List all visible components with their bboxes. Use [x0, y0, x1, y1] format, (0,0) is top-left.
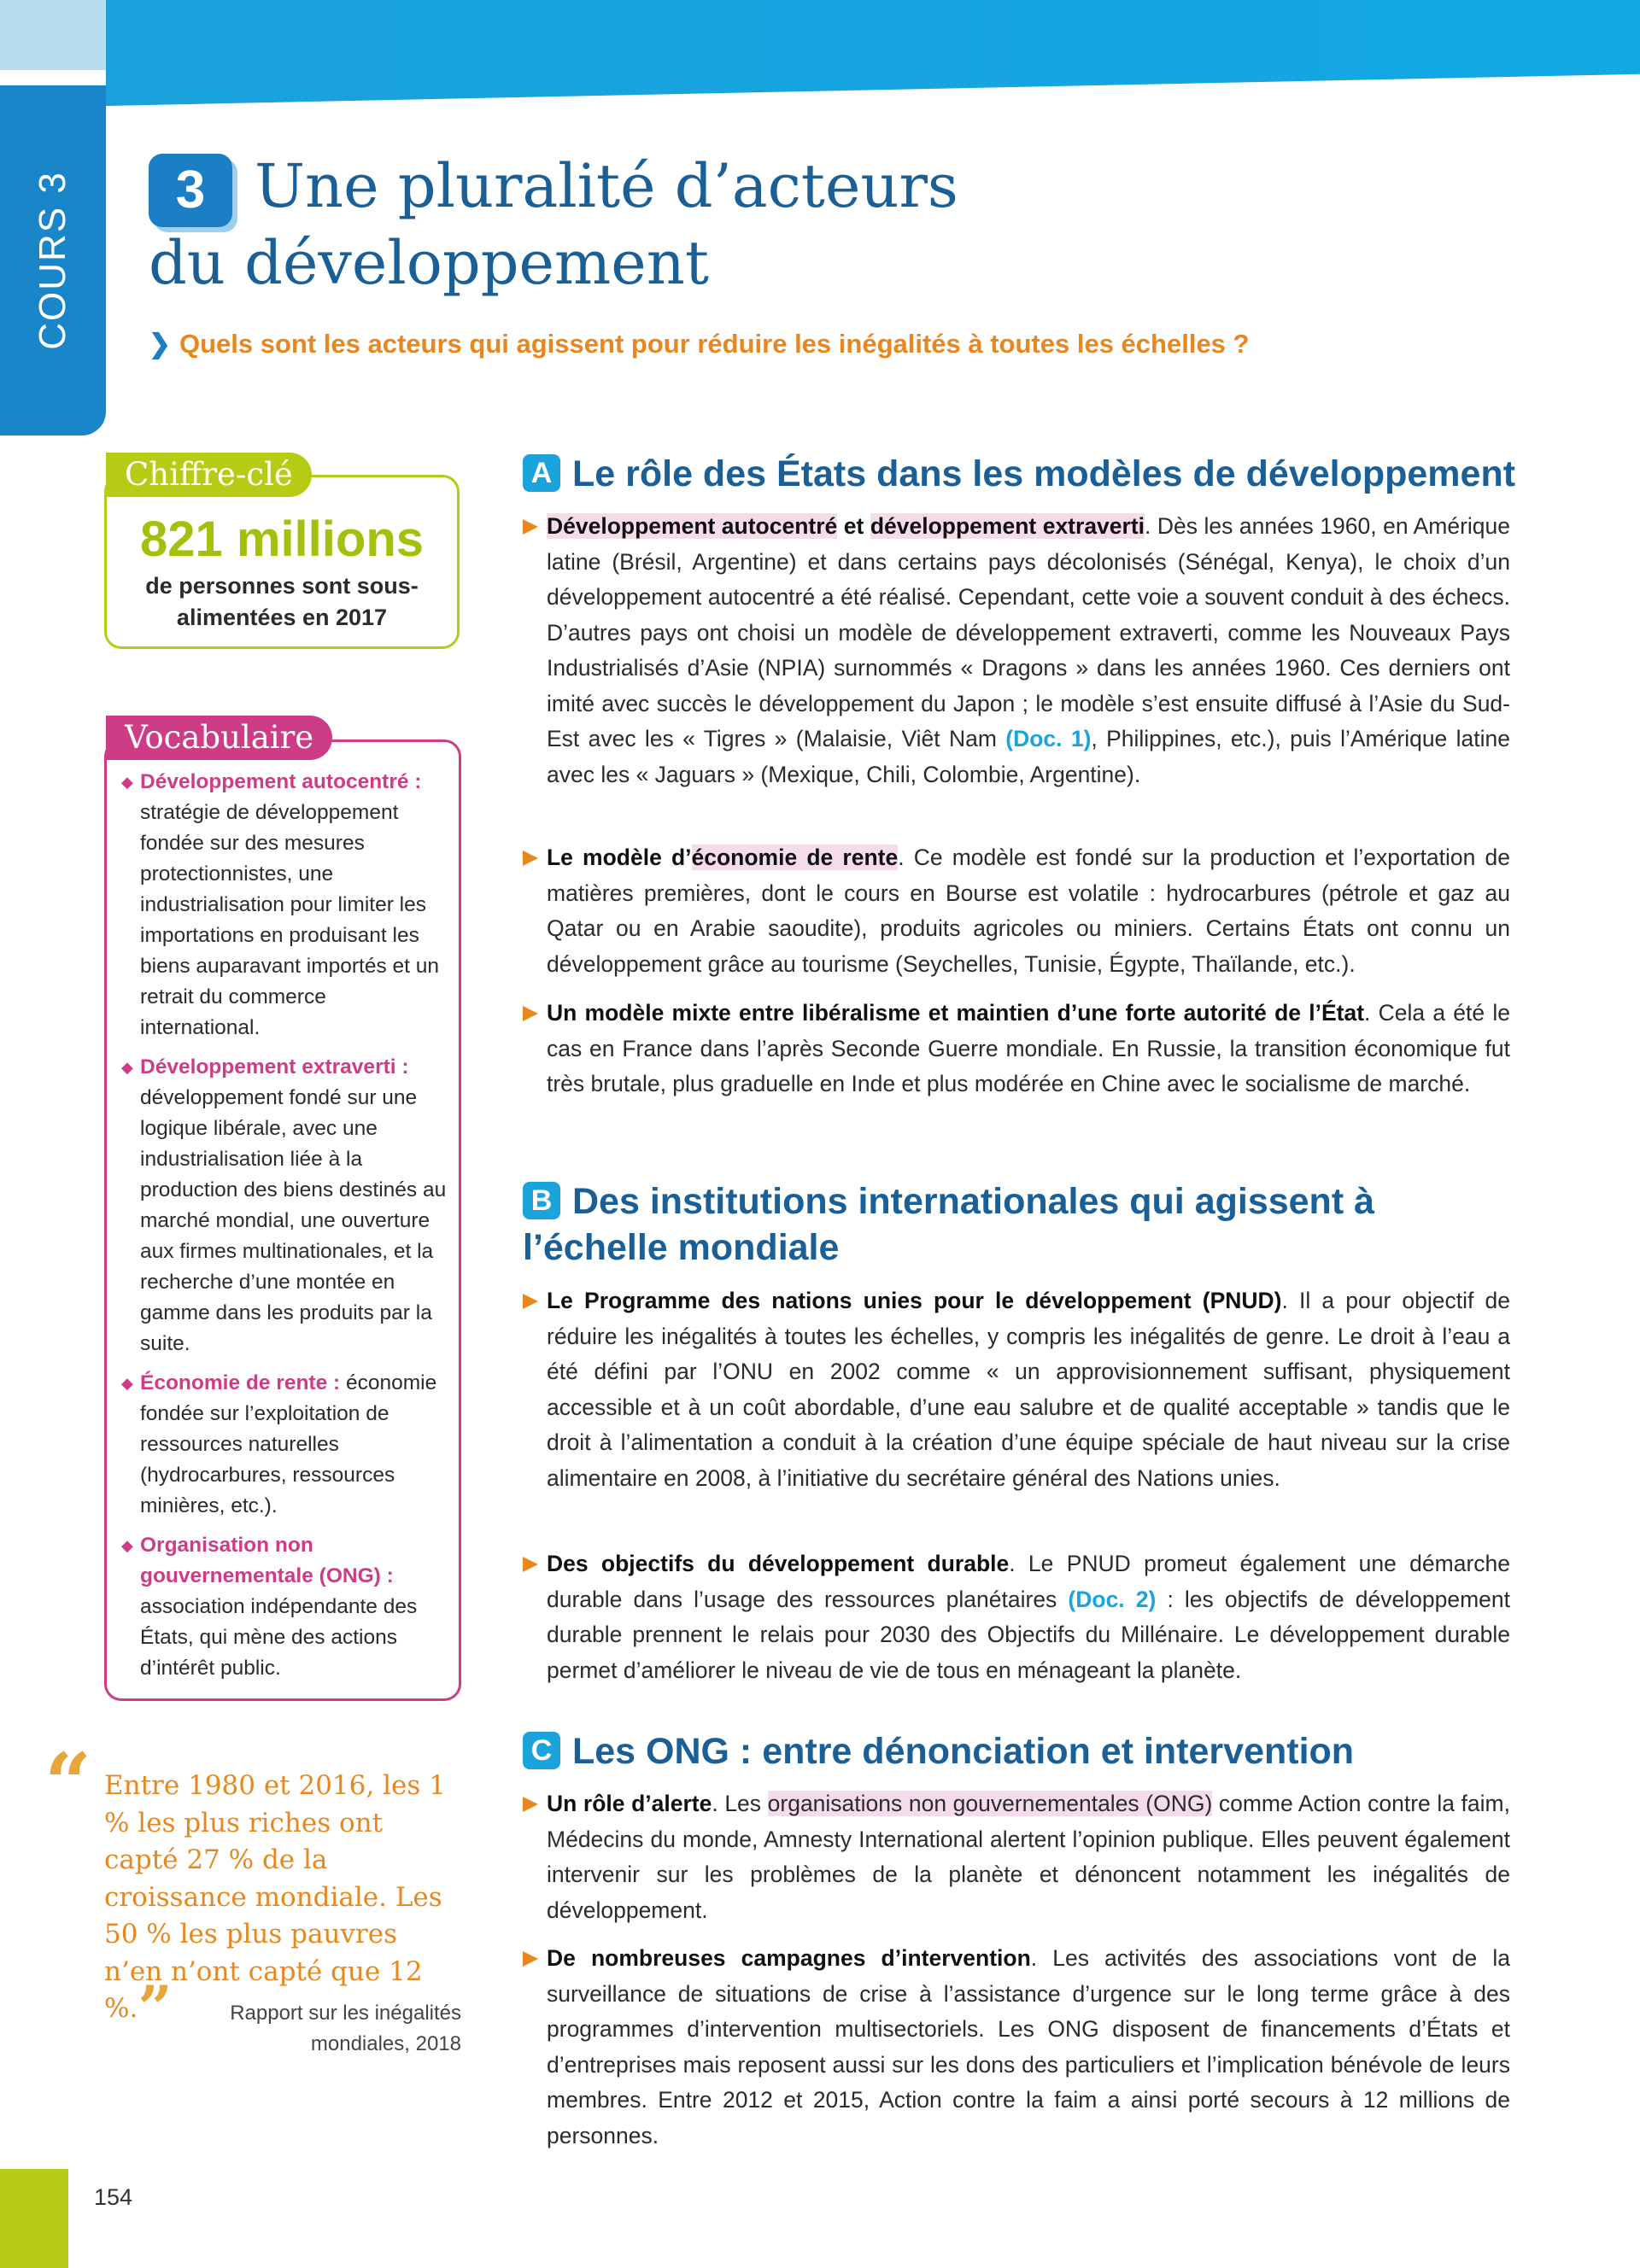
open-quote-icon: “ — [44, 1735, 92, 1832]
arrow-bullet-icon — [523, 1797, 538, 1812]
key-figure-value: 821 millions — [139, 511, 425, 567]
page-title-line2: du développement — [149, 228, 709, 298]
footer-bar — [0, 2169, 68, 2268]
section-c-heading: C Les ONG : entre dénonciation et intervention — [523, 1728, 1522, 1774]
vocabulary-item: ◆ Développement extraverti : développement fondé sur une logique libérale, avec une industrialisation liée à la production des biens destinés au marché mondial, une ouverture aux firmes multinationales, et la recherche d’une montée en gamme dans les produits par la suite. — [120, 1052, 448, 1359]
guiding-question: ❯ Quels sont les acteurs qui agissent pour réduire les inégalités à toutes les échelles ? — [149, 329, 1250, 359]
section-c-paragraph-2: De nombreuses campagnes d’intervention. Les activités des associations vont de la surveillance de situations de crise à l’assistance d’urgence sur le long terme grâce à des programmes d’intervention multisectoriels. Les ONG disposent de financements d’États et d’entreprises mais reposent aussi sur les dons des particuliers et l’implication bénévole de leurs membres. Entre 2012 et 2015, Action contre la faim a ainsi porté secours à 12 millions de personnes. — [523, 1941, 1510, 2154]
page-title-line1: Une pluralité d’acteurs — [255, 151, 958, 221]
section-c-paragraph-1: Un rôle d’alerte. Les organisations non gouvernementales (ONG) comme Action contre la faim, Médecins du monde, Amnesty International alertent l’opinion publique. Elles peuvent également intervenir sur les problèmes de la planète et dénoncent notamment les inégalités de développement. — [523, 1786, 1510, 1928]
header-band — [106, 0, 1640, 106]
header-band-left — [0, 0, 106, 70]
close-quote-icon: ” — [138, 1973, 173, 2043]
quote-text: Entre 1980 et 2016, les 1 % les plus riches ont capté 27 % de la croissance mondiale. Les 50 % les plus pauvres n’en n’ont capté que 12 %.” — [104, 1770, 446, 2043]
section-a-paragraph-1: Développement autocentré et développement extraverti. Dès les années 1960, en Amérique latine (Brésil, Argentine) et dans certains pays décolonisés (Sénégal, Kenya), le choix d’un développement autocentré a été réalisé. Cependant, cette voie a souvent conduit à des échecs. D’autres pays ont choisi un modèle de développement extraverti, comme les Nouveaux Pays Industrialisés d’Asie (NPIA) surnommés « Dragons » dans les années 1960. Ces derniers ont imité avec succès le développement du Japon ; le modèle s’est ensuite diffusé à l’Asie du Sud-Est avec les « Tigres » (Malaisie, Viêt Nam (Doc. 1), Philippines, etc.), puis l’Amérique latine avec les « Jaguars » (Mexique, Chili, Colombie, Argentine). — [523, 509, 1510, 792]
diamond-bullet-icon: ◆ — [121, 1375, 133, 1392]
section-b-paragraph-2: Des objectifs du développement durable. Le PNUD promeut également une démarche durable dans l’usage des ressources planétaires (Doc. 2) : les objectifs de développement durable prennent le relais pour 2030 des Objectifs du Millénaire. Le développement durable permet d’améliorer le niveau de vie de tous en ménageant la planète. — [523, 1546, 1510, 1688]
vocabulary-label: Vocabulaire — [106, 716, 332, 760]
vocabulary-list — [120, 767, 448, 1692]
chapter-number-badge: 3 — [149, 154, 232, 227]
arrow-bullet-icon — [523, 850, 538, 866]
page-number: 154 — [94, 2184, 133, 2210]
chevron-right-icon: ❯ — [149, 329, 171, 359]
arrow-bullet-icon — [523, 1951, 538, 1967]
arrow-bullet-icon — [523, 519, 538, 535]
vocabulary-item: ◆ Développement autocentré : stratégie de développement fondée sur des mesures protectionnistes, une industrialisation pour limiter les importations en produisant les biens auparavant importés et un retrait du commerce international. — [120, 767, 448, 1043]
section-a-paragraph-3: Un modèle mixte entre libéralisme et maintien d’une forte autorité de l’État. Cela a été le cas en France dans l’après Seconde Guerre mondiale. En Russie, la transition économique fut très brutale, plus graduelle en Inde et plus modérée en Chine avec le socialisme de marché. — [523, 996, 1510, 1102]
section-b-paragraph-1: Le Programme des nations unies pour le développement (PNUD). Il a pour objectif de réduire les inégalités à toutes les échelles, y compris les inégalités de genre. Le droit à l’eau a été défini par l’ONU en 2002 comme « un approvisionnement suffisant, physiquement accessible et à un coût abordable, d’une eau salubre et de qualité acceptable » tandis que le droit à l’alimentation a conduit à la création d’une équipe spéciale de haut niveau sur la crise alimentaire en 2008, à l’initiative du secrétaire général des Nations unies. — [523, 1283, 1510, 1496]
section-a-paragraph-2: Le modèle d’économie de rente. Ce modèle est fondé sur la production et l’exportation de matières premières, dont le cours en Bourse est volatile : hydrocarbures (pétrole et gaz au Qatar ou en Arabie saoudite), produits agricoles ou miniers. Certains États ont connu un développement grâce au tourisme (Seychelles, Tunisie, Égypte, Thaïlande, etc.). — [523, 840, 1510, 982]
vocabulary-item: ◆ Économie de rente : économie fondée sur l’exploitation de ressources naturelles (hydrocarbures, ressources minières, etc.). — [120, 1368, 448, 1522]
diamond-bullet-icon: ◆ — [121, 1537, 133, 1554]
section-b-heading: B Des institutions internationales qui agissent à l’échelle mondiale — [523, 1181, 1375, 1268]
key-figure-label: Chiffre-clé — [106, 453, 312, 497]
section-letter-badge: C — [523, 1732, 560, 1769]
arrow-bullet-icon — [523, 1557, 538, 1572]
quote-source: Rapport sur les inégalités mondiales, 2018 — [230, 2002, 461, 2055]
vocabulary-item: ◆ Organisation non gouvernementale (ONG) : association indépendante des États, qui mène des actions d’intérêt public. — [120, 1530, 448, 1684]
key-figure-text: de personnes sont sous-alimentées en 2017 — [145, 573, 419, 630]
doc-reference-link[interactable]: (Doc. 2) — [1068, 1586, 1157, 1612]
arrow-bullet-icon — [523, 1294, 538, 1309]
section-letter-badge: A — [523, 454, 560, 492]
diamond-bullet-icon: ◆ — [121, 774, 133, 791]
side-tab-label: COURS 3 — [32, 171, 73, 350]
arrow-bullet-icon — [523, 1006, 538, 1021]
section-letter-badge: B — [523, 1182, 560, 1219]
doc-reference-link[interactable]: (Doc. 1) — [1005, 726, 1092, 751]
section-a-heading: A Le rôle des États dans les modèles de développement — [523, 451, 1522, 497]
diamond-bullet-icon: ◆ — [121, 1059, 133, 1076]
